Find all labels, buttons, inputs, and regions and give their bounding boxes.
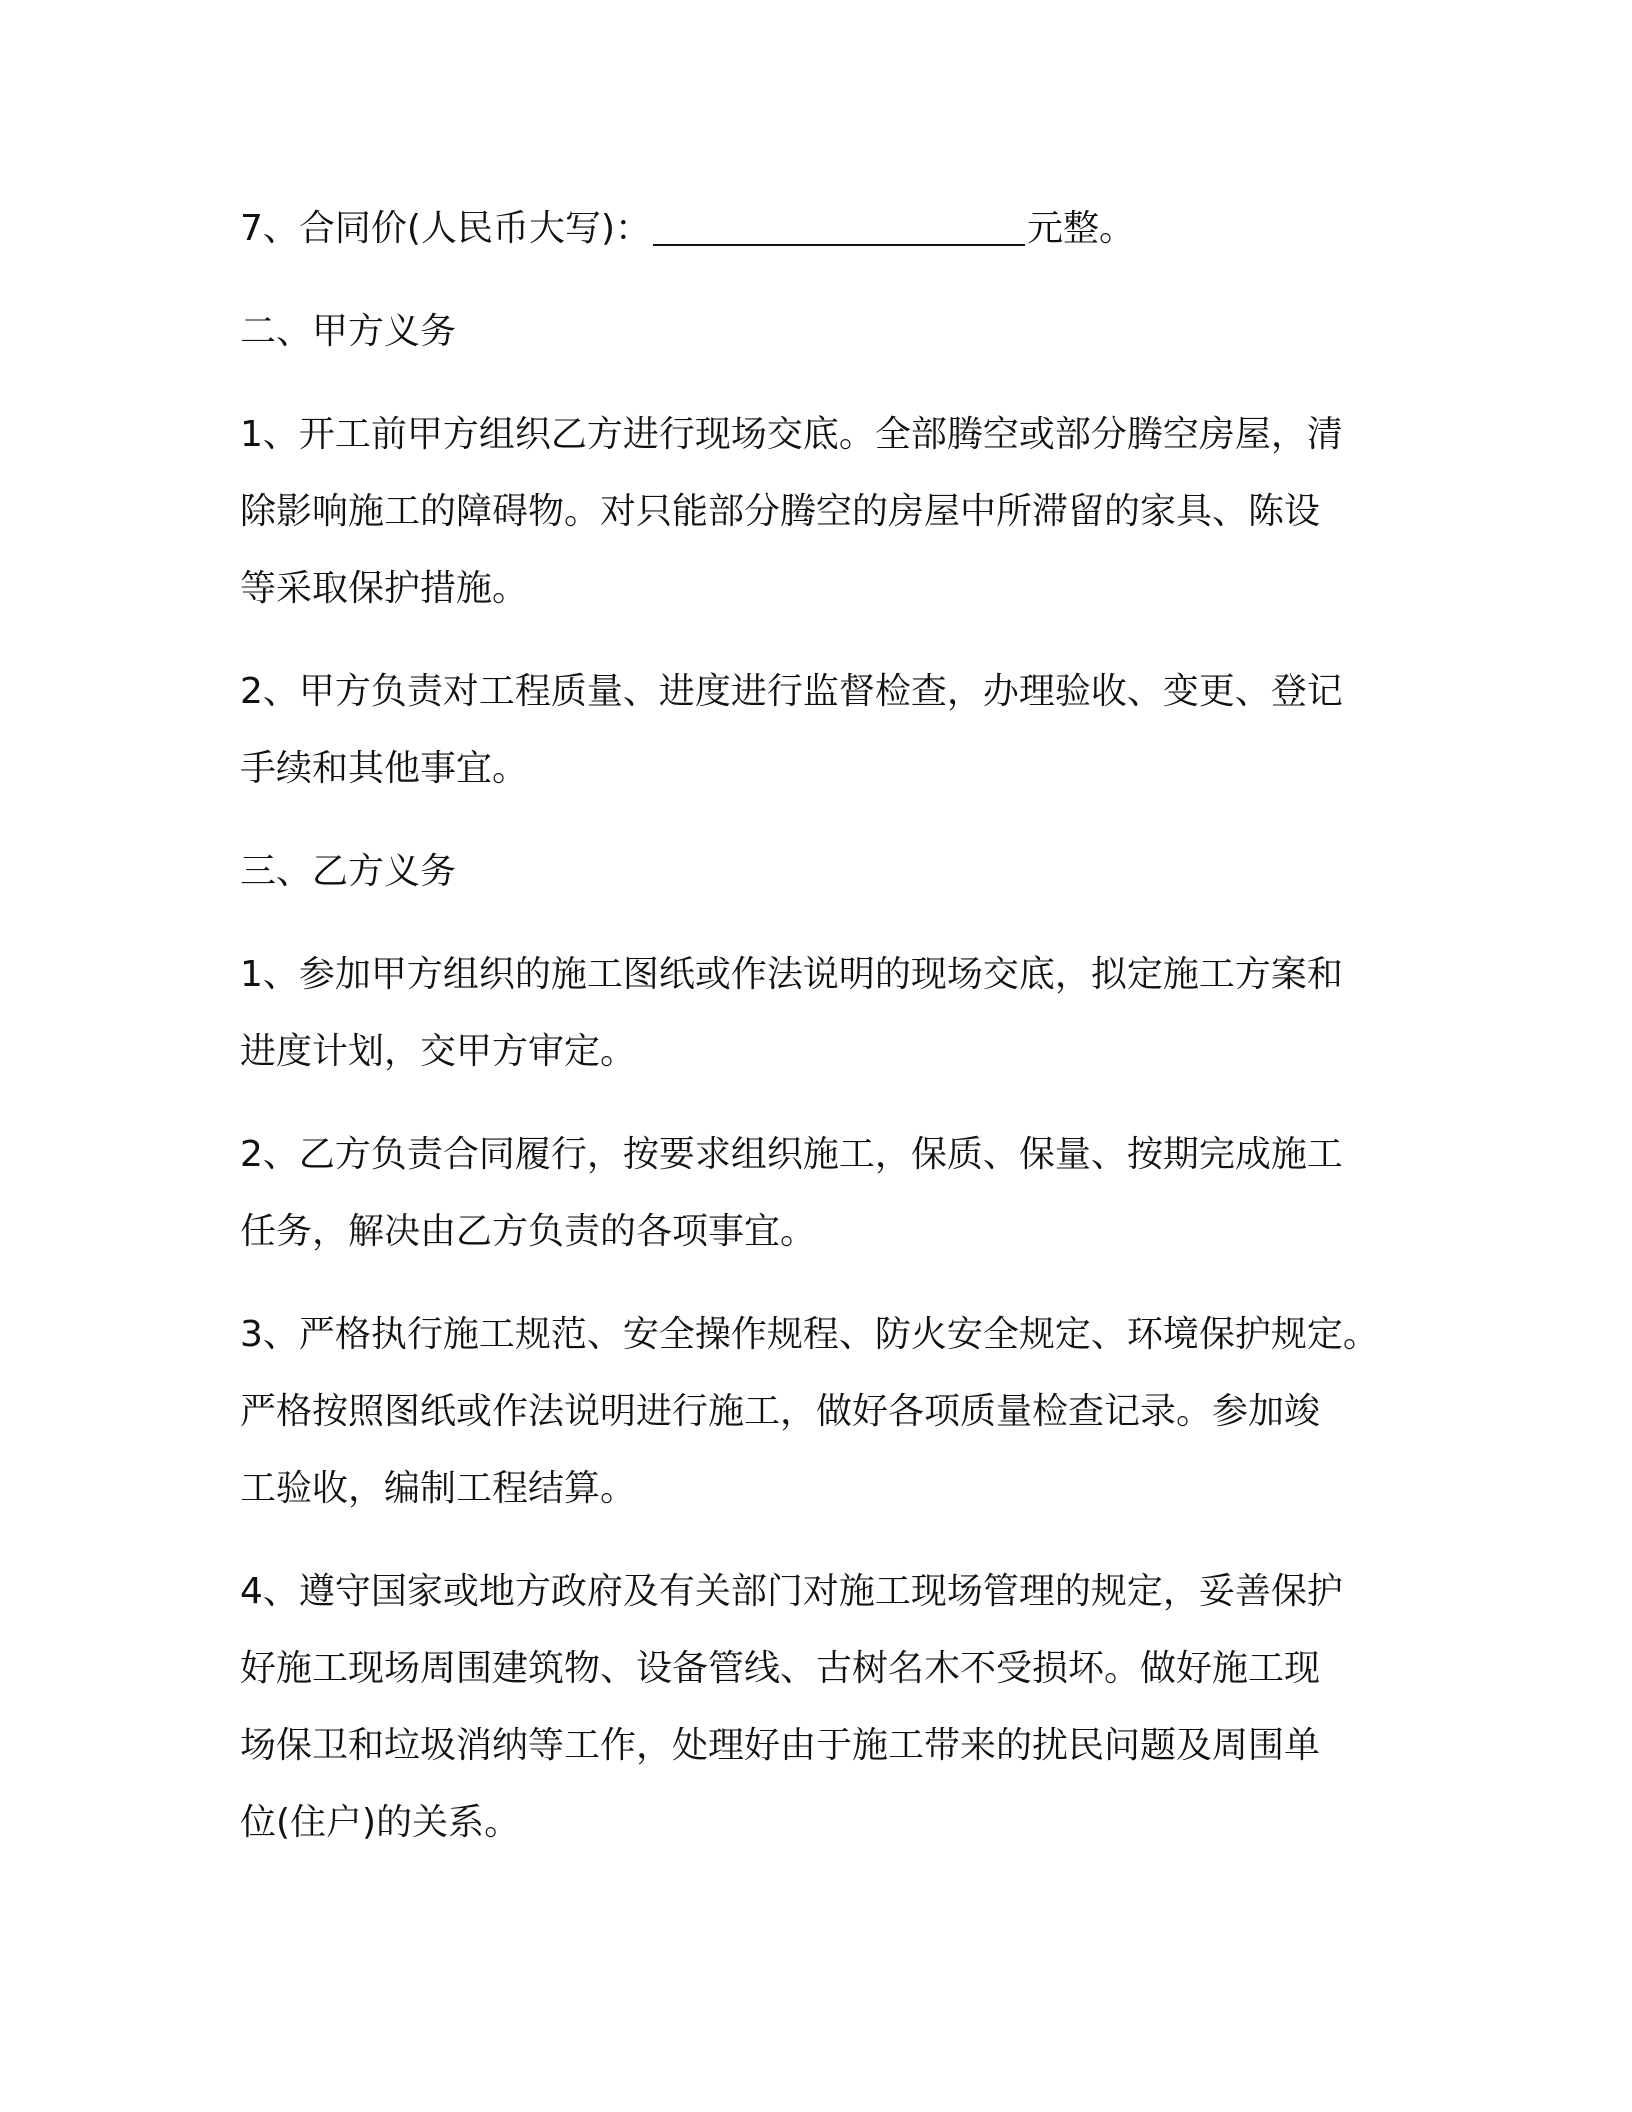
contract-price-label: 7、合同价(人民币大写)：: [240, 208, 651, 249]
clause-line: 工验收，编制工程结算。: [240, 1468, 637, 1509]
clause-line: 1、参加甲方组织的施工图纸或作法说明的现场交底，拟定施工方案和: [240, 954, 1343, 995]
clause-line: 3、严格执行施工规范、安全操作规程、防火安全规定、环境保护规定。: [240, 1314, 1379, 1355]
party-b-clause-1: [240, 936, 1400, 1090]
clause-line: 场保卫和垃圾消纳等工作，处理好由于施工带来的扰民问题及周围单: [240, 1725, 1321, 1766]
contract-price-clause: [240, 190, 1400, 267]
party-a-clause-2: [240, 653, 1400, 807]
document-page: [240, 190, 1400, 1887]
party-b-clause-4: [240, 1553, 1400, 1861]
party-b-clause-2: [240, 1116, 1400, 1270]
clause-line: 进度计划，交甲方审定。: [240, 1031, 637, 1072]
clause-line: 任务，解决由乙方负责的各项事宜。: [240, 1211, 817, 1252]
clause-line: 位(住户)的关系。: [240, 1802, 521, 1843]
clause-line: 1、开工前甲方组织乙方进行现场交底。全部腾空或部分腾空房屋，清: [240, 414, 1343, 455]
clause-line: 2、甲方负责对工程质量、进度进行监督检查，办理验收、变更、登记: [240, 671, 1343, 712]
party-a-clause-1: [240, 396, 1400, 627]
clause-line: 好施工现场周围建筑物、设备管线、古树名木不受损坏。做好施工现: [240, 1648, 1321, 1689]
clause-line: 2、乙方负责合同履行，按要求组织施工，保质、保量、按期完成施工: [240, 1134, 1343, 1175]
clause-line: 4、遵守国家或地方政府及有关部门对施工现场管理的规定，妥善保护: [240, 1571, 1343, 1612]
clause-line: 严格按照图纸或作法说明进行施工，做好各项质量检查记录。参加竣: [240, 1391, 1321, 1432]
section-heading-party-a-obligations: 二、甲方义务: [240, 311, 457, 352]
section-heading-party-b-obligations: 三、乙方义务: [240, 851, 457, 892]
clause-line: 除影响施工的障碍物。对只能部分腾空的房屋中所滞留的家具、陈设: [240, 491, 1321, 532]
clause-line: 等采取保护措施。: [240, 568, 529, 609]
contract-price-blank: [653, 204, 1025, 246]
contract-price-suffix: 元整。: [1027, 208, 1136, 249]
party-b-clause-3: [240, 1296, 1400, 1527]
clause-line: 手续和其他事宜。: [240, 748, 529, 789]
